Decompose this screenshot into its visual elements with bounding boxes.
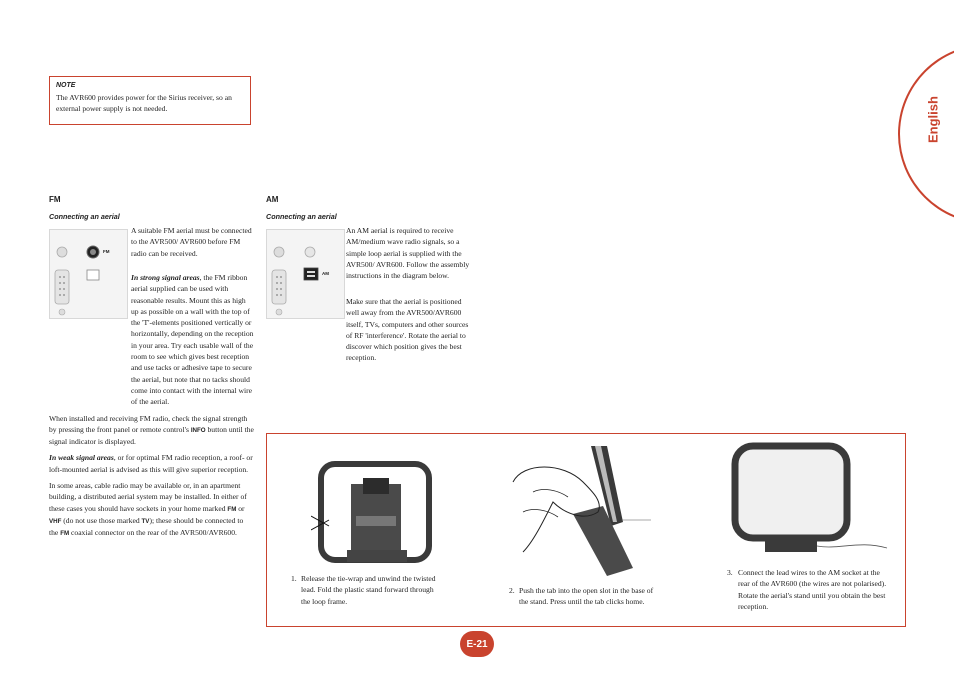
fm-p3-text-a: When installed and receiving FM radio, check the signal strength by pressing the front panel or remote control's <box>49 413 248 434</box>
fm-panel-label: FM <box>103 249 110 254</box>
fm-p5-text-a: In some areas, cable radio may be available or, in an apartment building, a distributed aerial system may be installed. In either of these cases you should have sockets in your home marked <box>49 481 247 513</box>
fm-weak-signal-text: , or for optimal FM radio reception, a roof- or loft-mounted aerial is advised as this will give superior reception. <box>49 453 253 474</box>
am-paragraph-2: Make sure that the aerial is positioned well away from the AVR500/AVR600 itself, TVs, computers and other sources of RF 'interference'. Rotate the aerial to discover which position gives the best reception. <box>346 297 469 363</box>
am-heading: AM <box>266 195 279 204</box>
fm-strong-signal-text: , the FM ribbon aerial supplied can be used with reasonable results. Mount this as high up as possible on a wall with the top of the 'T'-elements positioned vertically or horizontally, depending on the reception in your area. Try each usable wall of the room to see which gives best reception and use tacks or adhesive tape to secure the aerial, but note that no tacks should come into contact with the internal wire of the aerial. <box>131 273 254 407</box>
am-subheading: Connecting an aerial <box>266 212 337 221</box>
fm-p5-text-b: or <box>236 503 245 513</box>
fm-body <box>49 272 254 545</box>
fm-heading: FM <box>49 195 61 204</box>
am-paragraph-2-wrap <box>266 296 472 369</box>
am-paragraph-1: An AM aerial is required to receive AM/medium wave radio signals, so a simple loop aerial is supplied with the AVR500/ AVR600. Follow the assembly instructions in the diagram below. <box>346 226 470 281</box>
fm-intro-paragraph <box>131 225 253 264</box>
fm-paragraph-5 <box>49 480 254 539</box>
fm-paragraph-1: A suitable FM aerial must be connected to the AVR500/ AVR600 before FM radio can be received. <box>131 226 252 258</box>
fm-p3-text-b: button until the signal indicator is displayed. <box>49 424 254 447</box>
page-number: E-21 <box>460 631 494 657</box>
step-3 <box>727 567 887 612</box>
step-1-text: Release the tie-wrap and unwind the twisted lead. Fold the plastic stand forward through the loop frame. <box>301 574 436 606</box>
fm-paragraph-3 <box>49 413 254 448</box>
fm-paragraph-4 <box>49 452 254 475</box>
fm-p5-text-e: coaxial connector on the rear of the AVR500/AVR600. <box>69 528 237 538</box>
note-text: The AVR600 provides power for the Sirius receiver, so an external power supply is not needed. <box>56 93 232 113</box>
step-3-number: 3. <box>727 568 733 577</box>
assembly-steps-box <box>266 433 906 627</box>
step-2-text: Push the tab into the open slot in the base of the stand. Press until the tab clicks home. <box>519 586 654 607</box>
language-tab-label: English <box>925 96 941 144</box>
step-3-text: Connect the lead wires to the AM socket at the rear of the AVR600 (the wires are not polarised). Rotate the aerial's stand until you obtain the best reception. <box>738 568 887 611</box>
fm-paragraph-2 <box>49 272 254 408</box>
loop-aerial-unfolded-illustration <box>311 458 441 568</box>
fm-key-2: FM <box>60 530 70 538</box>
step-2 <box>509 585 655 608</box>
tv-key: TV <box>141 517 150 525</box>
step-1 <box>291 573 437 607</box>
stand-tab-insert-illustration <box>503 442 653 577</box>
note-box <box>49 76 251 125</box>
fm-key-1: FM <box>227 505 237 513</box>
note-title: NOTE <box>56 82 76 89</box>
fm-weak-signal-lead: In weak signal areas <box>49 453 114 463</box>
info-key-label: INFO <box>190 426 206 434</box>
step-1-number: 1. <box>291 574 297 583</box>
fm-p5-text-c: (do not use those marked <box>61 515 142 525</box>
step-2-number: 2. <box>509 586 515 595</box>
fm-subheading: Connecting an aerial <box>49 212 120 221</box>
fm-p5-text-d: ); these should be connected to the <box>49 515 244 538</box>
fm-strong-signal-lead: In strong signal areas <box>131 273 200 282</box>
vhf-key: VHF <box>49 517 62 525</box>
loop-aerial-assembled-illustration <box>729 440 889 558</box>
am-panel-label: AM <box>322 271 329 276</box>
